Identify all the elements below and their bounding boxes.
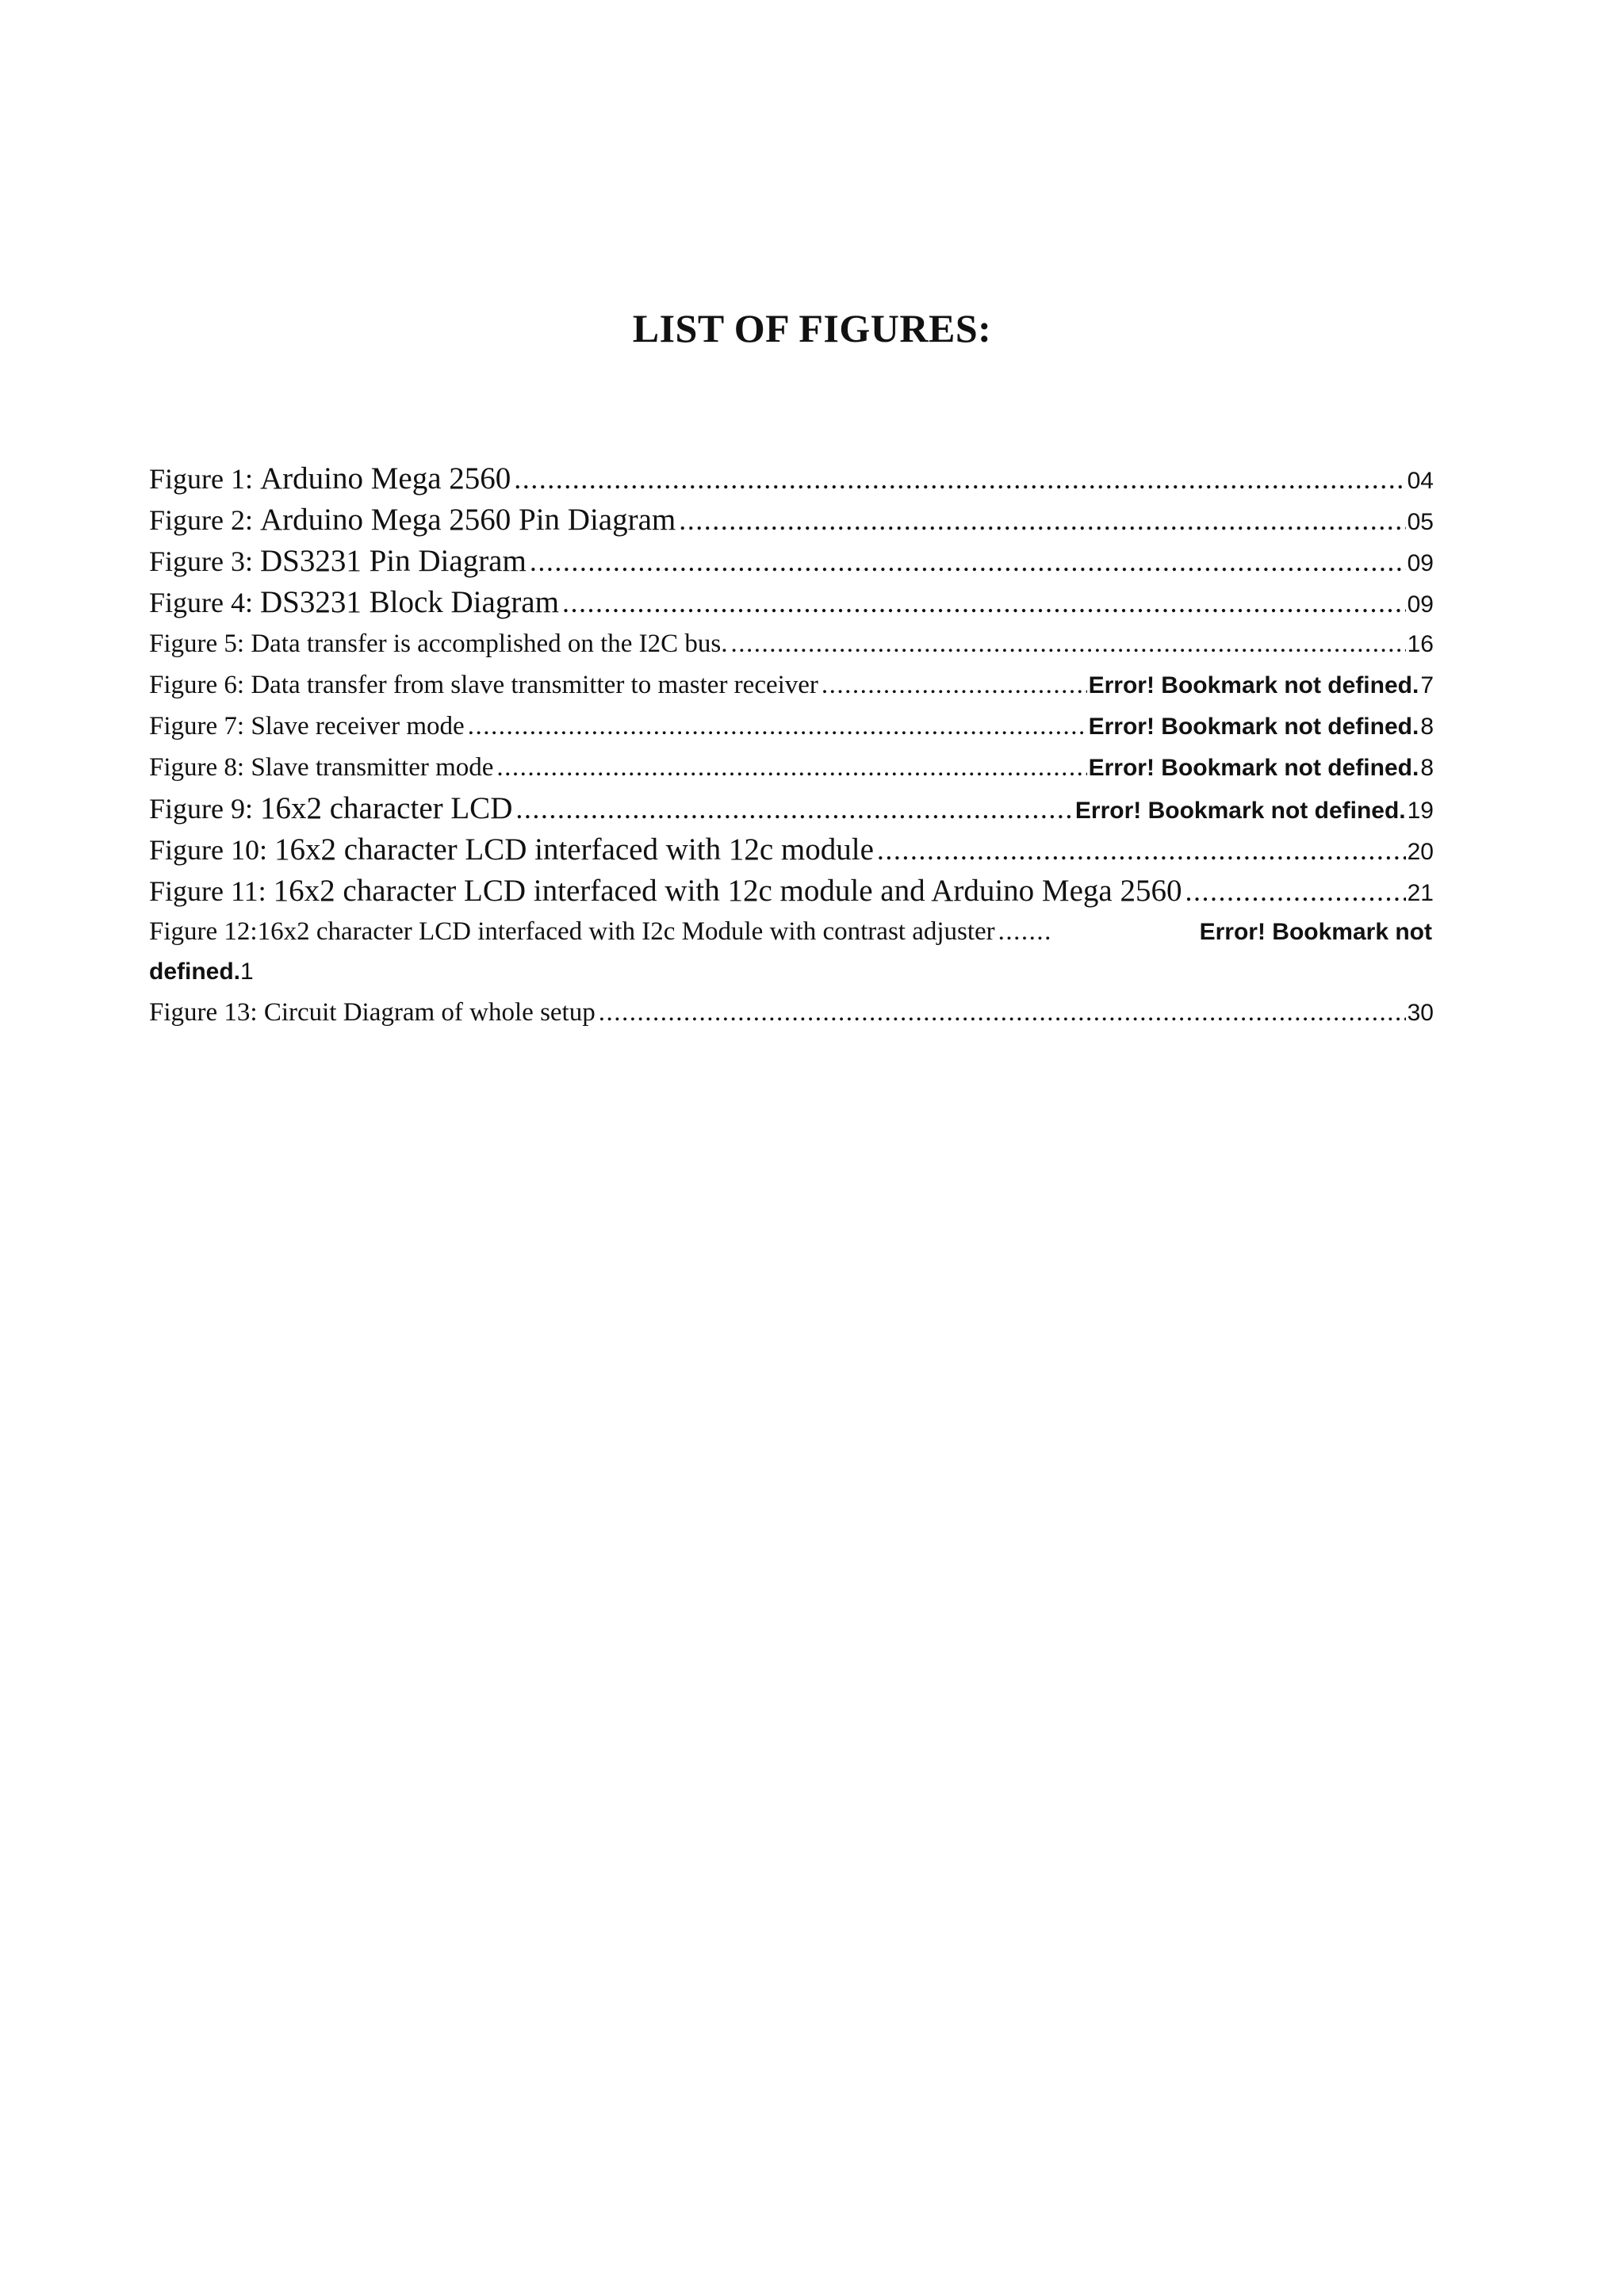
entry-line [149, 912, 1434, 952]
entry-page-number: 8 [1420, 755, 1434, 781]
dot-leader [468, 706, 1087, 747]
dot-leader [679, 499, 1405, 541]
bookmark-error: Error! Bookmark not defined. [1088, 672, 1419, 698]
dot-leader [562, 582, 1406, 623]
entry-label: Figure 6: Data transfer from slave transmitter to master receiver [149, 671, 818, 699]
entry-label: Figure 11: 16x2 character LCD interfaced with 12c module and Arduino Mega 2560 [149, 874, 1182, 908]
figure-entry-6[interactable] [149, 664, 1434, 706]
dot-leader [530, 541, 1406, 582]
figure-entry-1[interactable] [149, 458, 1434, 499]
entry-label: Figure 10: 16x2 character LCD interfaced with 12c module [149, 832, 874, 867]
entry-label: Figure 4: DS3231 Block Diagram [149, 585, 559, 619]
entry-page-number: 04 [1407, 468, 1434, 494]
entry-page-number: 1 [240, 959, 254, 985]
entry-page-number: 19 [1407, 798, 1434, 824]
dot-leader [877, 829, 1406, 871]
entry-page-number: 21 [1407, 880, 1434, 906]
entry-label: Figure 1: Arduino Mega 2560 [149, 461, 511, 496]
entry-page-number: 16 [1407, 631, 1434, 657]
entry-line [149, 952, 1434, 992]
figure-entry-3[interactable] [149, 541, 1434, 582]
entry-page-number: 30 [1407, 1000, 1434, 1026]
entry-label: Figure 3: DS3231 Pin Diagram [149, 544, 527, 578]
dot-leader [731, 623, 1406, 664]
bookmark-error: Error! Bookmark not [1199, 919, 1432, 945]
entry-label: Figure 13: Circuit Diagram of whole setup [149, 998, 596, 1027]
figure-entry-13[interactable] [149, 992, 1434, 1033]
bookmark-error: Error! Bookmark not defined. [1074, 798, 1406, 824]
entry-label: Figure 2: Arduino Mega 2560 Pin Diagram [149, 503, 676, 537]
bookmark-error: Error! Bookmark not defined. [1088, 755, 1419, 781]
figure-entry-7[interactable] [149, 706, 1434, 747]
dot-leader [514, 458, 1405, 499]
figure-entry-8[interactable] [149, 747, 1434, 788]
figure-entry-5[interactable] [149, 623, 1434, 664]
dot-leader [496, 747, 1086, 788]
entry-label: Figure 5: Data transfer is accomplished on the I2C bus. [149, 629, 728, 658]
entry-label: Figure 9: 16x2 character LCD [149, 791, 513, 825]
dot-leader [1185, 871, 1405, 912]
entry-page-number: 09 [1407, 550, 1434, 576]
list-of-figures [149, 458, 1434, 1033]
figure-entry-4[interactable] [149, 582, 1434, 623]
figure-entry-10[interactable] [149, 829, 1434, 871]
entry-label: Figure 12:16x2 character LCD interfaced with I2c Module with contrast adjuster [149, 917, 995, 946]
bookmark-error: Error! Bookmark not defined. [1088, 714, 1419, 740]
entry-page-number: 7 [1420, 672, 1434, 698]
entry-page-number: 8 [1420, 714, 1434, 740]
figure-entry-11[interactable] [149, 871, 1434, 912]
bookmark-error-continued: defined. [149, 959, 241, 985]
entry-page-number: 09 [1407, 591, 1434, 618]
dot-leader [515, 788, 1074, 829]
entry-page-number: 05 [1407, 509, 1434, 535]
entry-label: Figure 8: Slave transmitter mode [149, 753, 494, 782]
figure-entry-12[interactable] [149, 912, 1434, 992]
figure-entry-9[interactable] [149, 788, 1434, 829]
dot-leader [822, 664, 1087, 706]
entry-label: Figure 7: Slave receiver mode [149, 712, 465, 740]
dot-leader [998, 912, 1054, 951]
entry-page-number: 20 [1407, 839, 1434, 865]
page-title: LIST OF FIGURES: [632, 306, 992, 350]
figure-entry-2[interactable] [149, 499, 1434, 541]
dot-leader [599, 992, 1406, 1033]
